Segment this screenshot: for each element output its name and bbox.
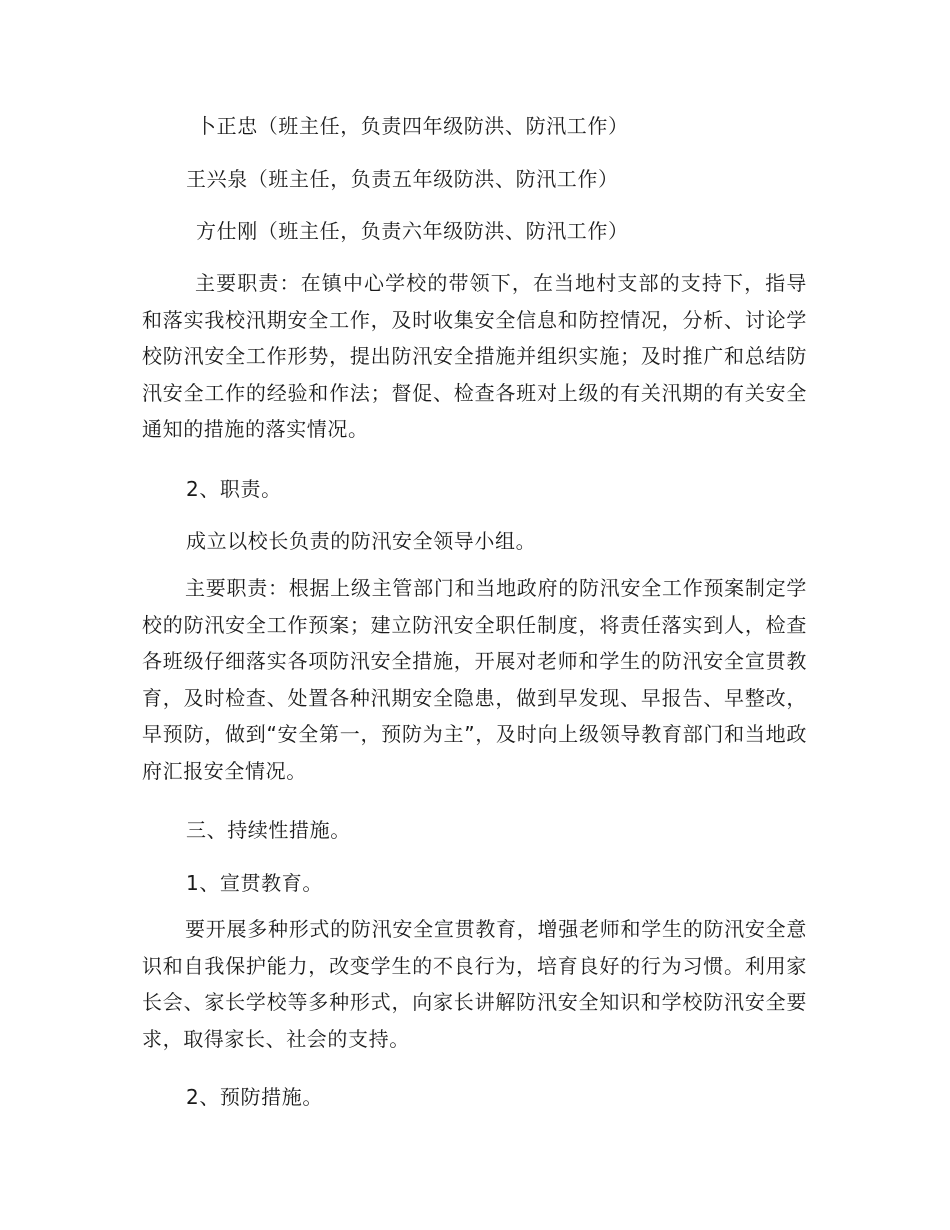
duty-paragraph-1: 主要职责：在镇中心学校的带领下，在当地村支部的支持下，指导和落实我校汛期安全工作，及时收集安全信息和防控情况，分析、讨论学校防汛安全工作形势，提出防汛安全措施并组织实施；及时推广和总结防汛安全工作的经验和作法；督促、检查各班对上级的有关汛期的有关安全通知的措施的落实情况。 [142, 271, 807, 442]
heading-education: 1、宣贯教育。 [186, 871, 323, 895]
leadership-group-line: 成立以校长负责的防汛安全领导小组。 [186, 529, 537, 553]
heading-prevention: 2、预防措施。 [186, 1085, 323, 1109]
heading-duties: 2、职责。 [186, 477, 282, 501]
duty-paragraph-2: 主要职责：根据上级主管部门和当地政府的防汛安全工作预案制定学校的防汛安全工作预案；建立防汛安全职任制度，将责任落实到人，检查各班级仔细落实各项防汛安全措施，开展对老师和学生的防汛安全宣贯教育，及时检查、处置各种汛期安全隐患，做到早发现、早报告、早整改，早预防，做到“安全第一，预防为主”，及时向上级领导教育部门和当地政府汇报安全情况。 [142, 576, 807, 783]
staff-line-grade-4: 卜正忠（班主任，负责四年级防洪、防汛工作） [196, 114, 629, 138]
staff-line-grade-6: 方仕刚（班主任，负责六年级防洪、防汛工作） [196, 219, 629, 243]
education-paragraph: 要开展多种形式的防汛安全宣贯教育，增强老师和学生的防汛安全意识和自我保护能力，改变学生的不良行为，培育良好的行为习惯。利用家长会、家长学校等多种形式，向家长讲解防汛安全知识和学校防汛安全要求，取得家长、社会的支持。 [142, 917, 807, 1051]
staff-line-grade-5: 王兴泉（班主任，负责五年级防洪、防汛工作） [186, 167, 619, 191]
section-three-heading: 三、持续性措施。 [186, 818, 351, 842]
